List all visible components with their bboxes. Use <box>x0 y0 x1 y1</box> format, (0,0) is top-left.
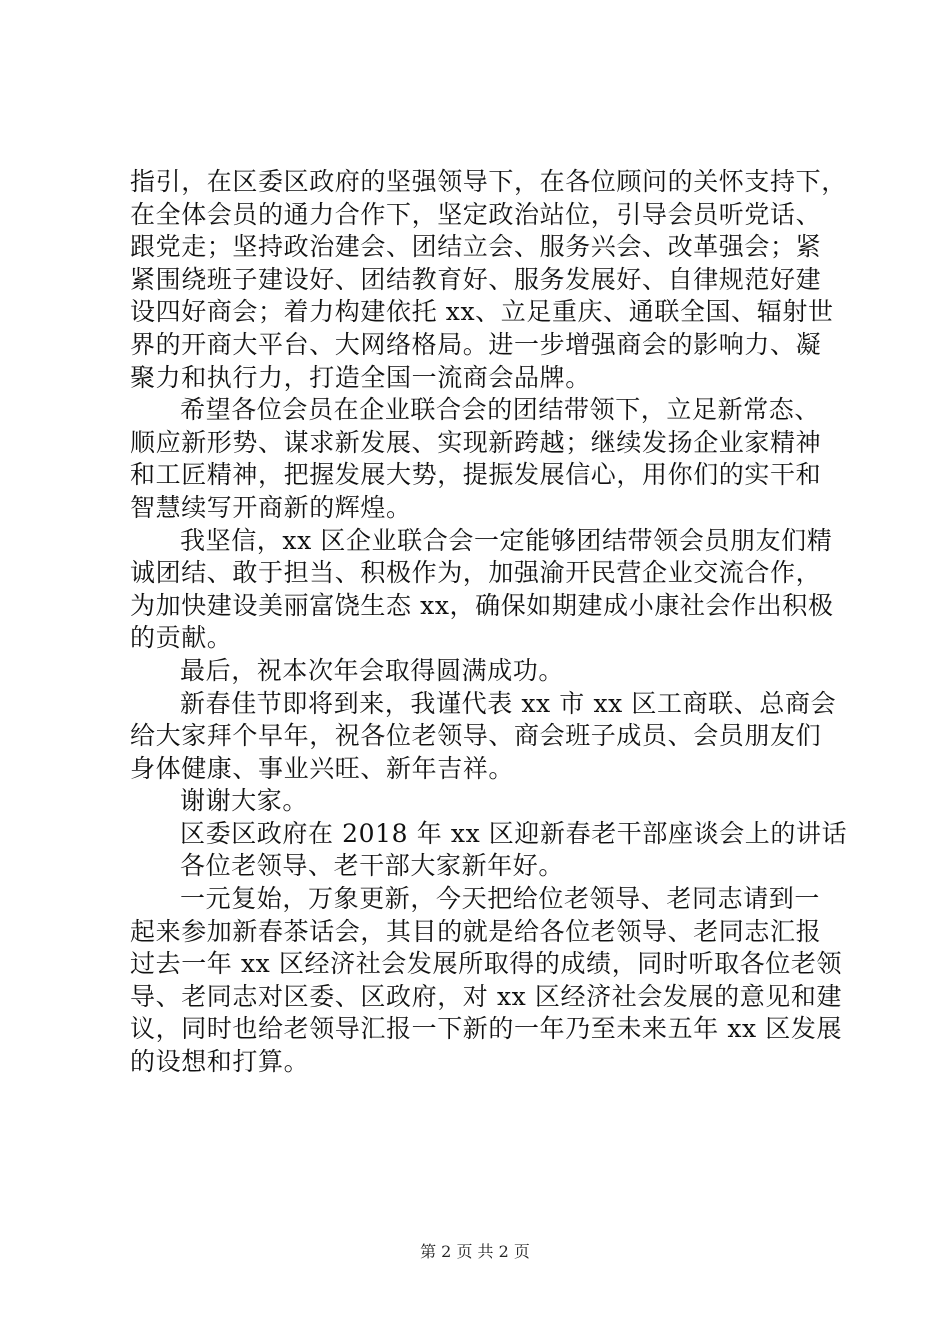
text-line: 和工匠精神，把握发展大势，提振发展信心，用你们的实干和 <box>130 460 822 490</box>
text-line: 在全体会员的通力合作下，坚定政治站位，引导会员听党话、 <box>130 199 822 229</box>
text-line: 我坚信，xx 区企业联合会一定能够团结带领会员朋友们精 <box>180 525 833 555</box>
text-line: 设四好商会；着力构建依托 xx、立足重庆、通联全国、辐射世 <box>130 297 834 327</box>
text-line: 导、老同志对区委、区政府，对 xx 区经济社会发展的意见和建 <box>130 981 843 1011</box>
text-line: 为加快建设美丽富饶生态 xx，确保如期建成小康社会作出积极 <box>130 590 834 620</box>
text-line: 的贡献。 <box>130 623 233 653</box>
text-line: 界的开商大平台、大网络格局。进一步增强商会的影响力、凝 <box>130 329 822 359</box>
document-body <box>130 166 848 1079</box>
text-line: 顺应新形势、谋求新发展、实现新跨越；继续发扬企业家精神 <box>130 427 822 457</box>
text-line: 一元复始，万象更新，今天把给位老领导、老同志请到一 <box>180 884 821 914</box>
text-line: 跟党走；坚持政治建会、团结立会、服务兴会、改革强会；紧 <box>130 232 822 262</box>
text-line: 谢谢大家。 <box>180 786 309 816</box>
text-line: 智慧续写开商新的辉煌。 <box>130 492 412 522</box>
text-line: 聚力和执行力，打造全国一流商会品牌。 <box>130 362 591 392</box>
text-line: 各位老领导、老干部大家新年好。 <box>180 851 565 881</box>
text-line: 新春佳节即将到来，我谨代表 xx 市 xx 区工商联、总商会 <box>180 688 837 718</box>
text-line: 紧围绕班子建设好、团结教育好、服务发展好、自律规范好建 <box>130 264 822 294</box>
text-line: 身体健康、事业兴旺、新年吉祥。 <box>130 753 515 783</box>
text-line: 的设想和打算。 <box>130 1047 310 1077</box>
page-footer: 第 2 页 共 2 页 <box>420 1242 530 1261</box>
text-line: 诚团结、敢于担当、积极作为，加强渝开民营企业交流合作， <box>130 558 822 588</box>
text-line: 给大家拜个早年，祝各位老领导、商会班子成员、会员朋友们 <box>130 721 822 751</box>
text-line: 最后，祝本次年会取得圆满成功。 <box>180 655 565 685</box>
text-line: 指引，在区委区政府的坚强领导下，在各位顾问的关怀支持下， <box>130 167 847 196</box>
text-line: 希望各位会员在企业联合会的团结带领下，立足新常态、 <box>180 395 821 425</box>
text-line: 议，同时也给老领导汇报一下新的一年乃至未来五年 xx 区发展 <box>130 1014 843 1044</box>
text-line: 区委区政府在 2018 年 xx 区迎新春老干部座谈会上的讲话 <box>180 818 848 848</box>
text-line: 起来参加新春茶话会，其目的就是给各位老领导、老同志汇报 <box>130 916 822 946</box>
text-line: 过去一年 xx 区经济社会发展所取得的成绩，同时听取各位老领 <box>130 949 843 979</box>
